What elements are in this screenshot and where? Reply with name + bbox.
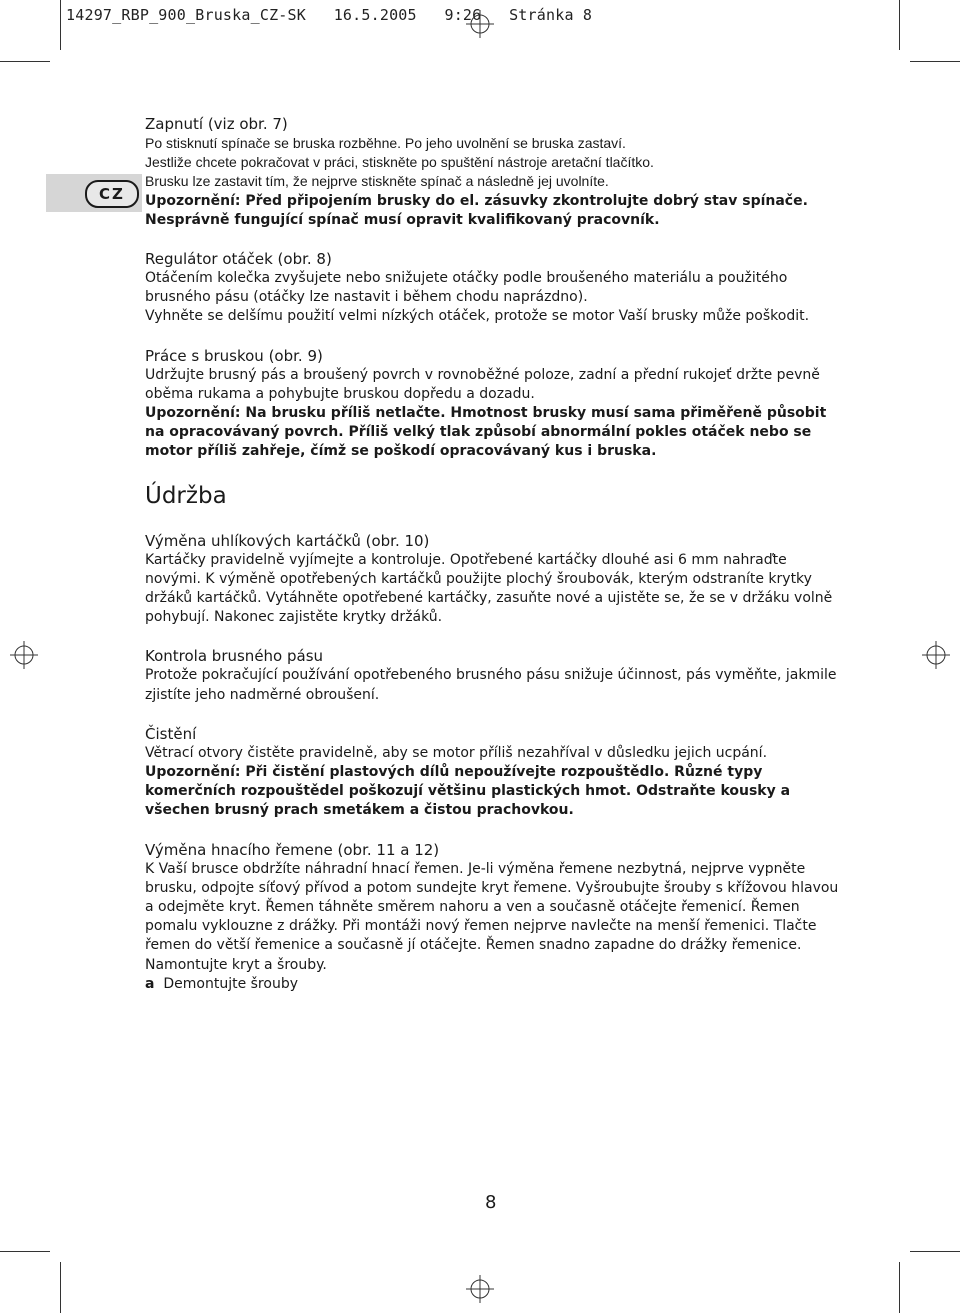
registration-mark-icon bbox=[466, 10, 494, 38]
paragraph: Otáčením kolečka zvyšujete nebo snižujete otáčky podle broušeného materiálu a použitého brusného pásu (otáčky lze nastavit i během chodu naprázdno). bbox=[145, 270, 788, 306]
list-item-key: a bbox=[145, 975, 155, 992]
language-badge: CZ bbox=[85, 180, 139, 208]
registration-mark-icon bbox=[466, 1275, 494, 1303]
warning-text: Upozornění: Před připojením brusky do el. zásuvky zkontrolujte dobrý stav spínače. bbox=[145, 192, 808, 209]
crop-mark bbox=[899, 0, 900, 50]
crop-mark bbox=[899, 1262, 900, 1313]
crop-mark bbox=[60, 1262, 61, 1313]
section-vymena-uhliku bbox=[145, 531, 845, 628]
list-item bbox=[145, 975, 845, 994]
page-number: 8 bbox=[485, 1192, 497, 1213]
crop-mark bbox=[910, 1251, 960, 1252]
section-prace bbox=[145, 346, 845, 462]
crop-mark bbox=[910, 61, 960, 62]
section-remen bbox=[145, 840, 845, 994]
section-heading: Kontrola brusného pásu bbox=[145, 647, 324, 666]
paragraph: Brusku lze zastavit tím, že nejprve stiskněte spínač a následně jej uvolníte. bbox=[145, 173, 609, 190]
crop-mark bbox=[60, 0, 61, 50]
paragraph: Jestliže chcete pokračovat v práci, stiskněte po spuštění nástroje aretační tlačítko. bbox=[145, 154, 654, 171]
list-item-text: Demontujte šrouby bbox=[163, 975, 298, 992]
paragraph: Větrací otvory čistěte pravidelně, aby se motor příliš nezahříval v důsledku jejich ucpání. bbox=[145, 744, 768, 761]
crop-mark bbox=[0, 1251, 50, 1252]
crop-mark bbox=[0, 61, 50, 62]
paragraph: Protože pokračující používání opotřebeného brusného pásu snižuje účinnost, pás vyměňte, jakmile zjistíte jeho nadměrné obroušení. bbox=[145, 667, 837, 703]
section-heading: Zapnutí (viz obr. 7) bbox=[145, 115, 288, 133]
warning-text: Upozornění: Na brusku příliš netlačte. Hmotnost brusky musí sama přiměřeně působit na opracovávaný povrch. Příliš velký tlak způsobí abnormální pokles otáček nebo se motor příliš zahřeje, čímž se poškodí opracovávaný kus i bruska. bbox=[145, 405, 827, 460]
manual-content bbox=[145, 114, 845, 1013]
section-heading: Regulátor otáček (obr. 8) bbox=[145, 250, 332, 269]
warning-text: Upozornění: Při čistění plastových dílů nepoužívejte rozpouštědlo. Různé typy komerčních rozpouštědel poškozují většinu plastických hmot. Odstraňte kousky a všechen brusný prach smetákem a čistou prachovkou. bbox=[145, 764, 791, 819]
section-regulator bbox=[145, 249, 845, 327]
registration-mark-icon bbox=[922, 641, 950, 669]
section-cisteni bbox=[145, 724, 845, 821]
section-heading: Práce s bruskou (obr. 9) bbox=[145, 346, 323, 365]
paragraph: K Vaší brusce obdržíte náhradní hnací řemen. Je-li výměna řemene nezbytná, nejprve vypněte brusku, odpojte síťový přívod a potom sundejte kryt řemene. Vyšroubujte šrouby s křížovou hlavou a odejměte kryt. Řemen táhněte směrem nahoru a ven a současně otáčejte řemenicí. Řemen pomalu vyklouzne z drážky. Při montáži nový řemen nejprve navlečte na menší řemenici. Tlačte řemen do větší řemenice a současně jí otáčejte. Řemen snadno zapadne do drážky řemenice. Namontujte kryt a šrouby. bbox=[145, 860, 839, 973]
section-kontrola bbox=[145, 646, 845, 704]
section-heading: Výměna hnacího řemene (obr. 11 a 12) bbox=[145, 840, 440, 859]
section-heading: Čistění bbox=[145, 724, 197, 743]
print-slug: 14297_RBP_900_Bruska_CZ-SK 16.5.2005 9:26 Stránka 8 bbox=[66, 6, 593, 24]
paragraph: Udržujte brusný pás a broušený povrch v rovnoběžné poloze, zadní a přední rukojeť držte pevně oběma rukama a pohybujte bruskou dopředu a dozadu. bbox=[145, 366, 820, 402]
paragraph: Vyhněte se delšímu použití velmi nízkých otáček, protože se motor Vaší brusky může poškodit. bbox=[145, 308, 810, 325]
section-zapnuti bbox=[145, 114, 845, 230]
paragraph: Po stisknutí spínače se bruska rozběhne. Po jeho uvolnění se bruska zastaví. bbox=[145, 135, 626, 151]
registration-mark-icon bbox=[10, 641, 38, 669]
paragraph: Kartáčky pravidelně vyjímejte a kontroluje. Opotřebené kartáčky dlouhé asi 6 mm nahraďte novými. K výměně opotřebených kartáčků použijte plochý šroubovák, kterým odstraníte krytky držáků kartáčků. Vytáhněte opotřebené kartáčky, zasuňte nové a ujistěte se, že se v držáku volně pohybují. Nakonec zajistěte krytky držáků. bbox=[145, 551, 833, 626]
section-heading: Výměna uhlíkových kartáčků (obr. 10) bbox=[145, 531, 430, 550]
warning-text: Nesprávně fungující spínač musí opravit kvalifikovaný pracovník. bbox=[145, 211, 660, 228]
chapter-heading: Údržba bbox=[145, 482, 227, 509]
